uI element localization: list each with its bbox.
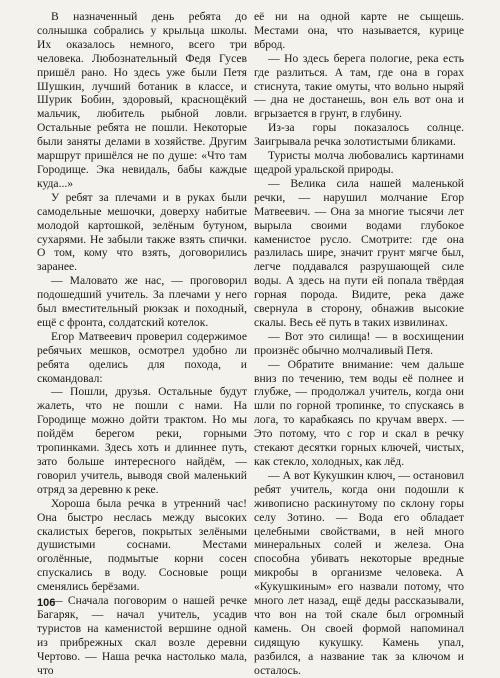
- paragraph: — Вот это силища! — в восхищении произнёс обычно молчаливый Петя.: [254, 329, 464, 357]
- paragraph: — Но здесь берега пологие, река есть где разлиться. А там, где она в горах стиснута, такие омуты, что вольно ныряй — дна не достанешь, вон ель вот она и вгрызается в грунт, в глубину.: [254, 51, 464, 121]
- paragraph: — Пошли, друзья. Остальные будут жалеть, что не пошли с нами. На Городище можно дойти трактом. Но мы пойдём берегом реки, горными тропинками. Здесь хоть и длиннее путь, зато больше интересного найдём, — говорил учитель, выводя свой маленький отряд за деревню к реке.: [37, 385, 247, 496]
- paragraph: Туристы молча любовались картинами щедрой уральской природы.: [254, 149, 464, 176]
- paragraph: У ребят за плечами и в руках были самодельные мешочки, доверху набитые молодой картошкой, зелёным бутуном, сухарями. Не забыли также взять спички. О том, кому что взять, договорились заранее.: [37, 190, 247, 274]
- page-number: 106: [37, 597, 56, 609]
- paragraph: — Сначала поговорим о нашей речке Багаряк, — начал учитель, усадив туристов на каменистой вершине одной из прибрежных скал возле деревни Чертово. — Наша речка настолько мала, что: [37, 594, 247, 677]
- paragraph: Егор Матвеевич проверил содержимое ребячьих мешков, осмотрел удобно ли ребята оделись для похода, и скомандовал:: [37, 329, 247, 385]
- paragraph: Из-за горы показалось солнце. Заигрывала речка золотистыми бликами.: [254, 121, 464, 149]
- paragraph: — А вот Кукушкин ключ, — остановил ребят учитель, когда они подошли к живописно раскинутому по склону горы селу Зотино. — Вода его обладает целебными свойствами, в ней много минеральных солей и железа. Она способна убивать некоторые вредные микробы в организме человека. А «Кукушкиным» его назвали потому, что много лет назад, ещё деды рассказывали, что вон на той скале был огромный камень. Он своей формой напоминал сидящую кукушку. Камень упал, разбился, а название так за ключом и осталось.: [254, 468, 464, 677]
- paragraph: В назначенный день ребята до солнышка собрались у крыльца школы. Их оказалось немного, всего три человека. Любознательный Федя Гусев пришёл рано. Но здесь уже были Петя Шушкин, лучший ботаник в классе, и Шурик Бобин, здоровый, краснощёкий мальчик, любитель рыбной ловли. Остальные ребята не пошли. Некоторые были заняты делами в хозяйстве. Другим маршрут пришёлся не по душе: «Что там Городище. Эка невидаль, бабы каждые куда...»: [37, 10, 247, 190]
- left-column: [37, 10, 247, 678]
- paragraph: — Велика сила нашей маленькой речки, — нарушил молчание Егор Матвеевич. — Она за многие тысячи лет вырыла своими водами глубокое каменистое русло. Смотрите: где она разлилась шире, значит грунт мягче был, легче поддавался разрушающей силе воды. А здесь на пути ей попала твёрдая горная порода. Видите, река даже свернула в сторону, обнажив высокие скалы. Весь её путь в таких извилинах.: [254, 176, 464, 329]
- paragraph: — Маловато же нас, — проговорил подошедший учитель. За плечами у него был вместительный рюкзак и походный, ещё с фронта, солдатский котелок.: [37, 274, 247, 329]
- right-column: [254, 10, 464, 678]
- paragraph: её ни на одной карте не сыщешь. Местами она, что называется, курице вброд.: [254, 10, 464, 51]
- paragraph: — Обратите внимание: чем дальше вниз по течению, тем воды её полнее и глубже, — продолжал учитель, когда они шли по горной тропинке, то спускаясь в лога, то карабкаясь по кручам вверх. — Это потому, что с гор и скал в речку стекают десятки горных ключей, чистых, как стекло, холодных, как лёд.: [254, 357, 464, 468]
- paragraph: Хороша была речка в утренний час! Она быстро неслась между высоких скалистых берегов, покрытых зелёными душистыми соснами. Местами оголённые, подмытые корни сосен спускались в воду. Сосновые рощи сменялись берёзами.: [37, 496, 247, 594]
